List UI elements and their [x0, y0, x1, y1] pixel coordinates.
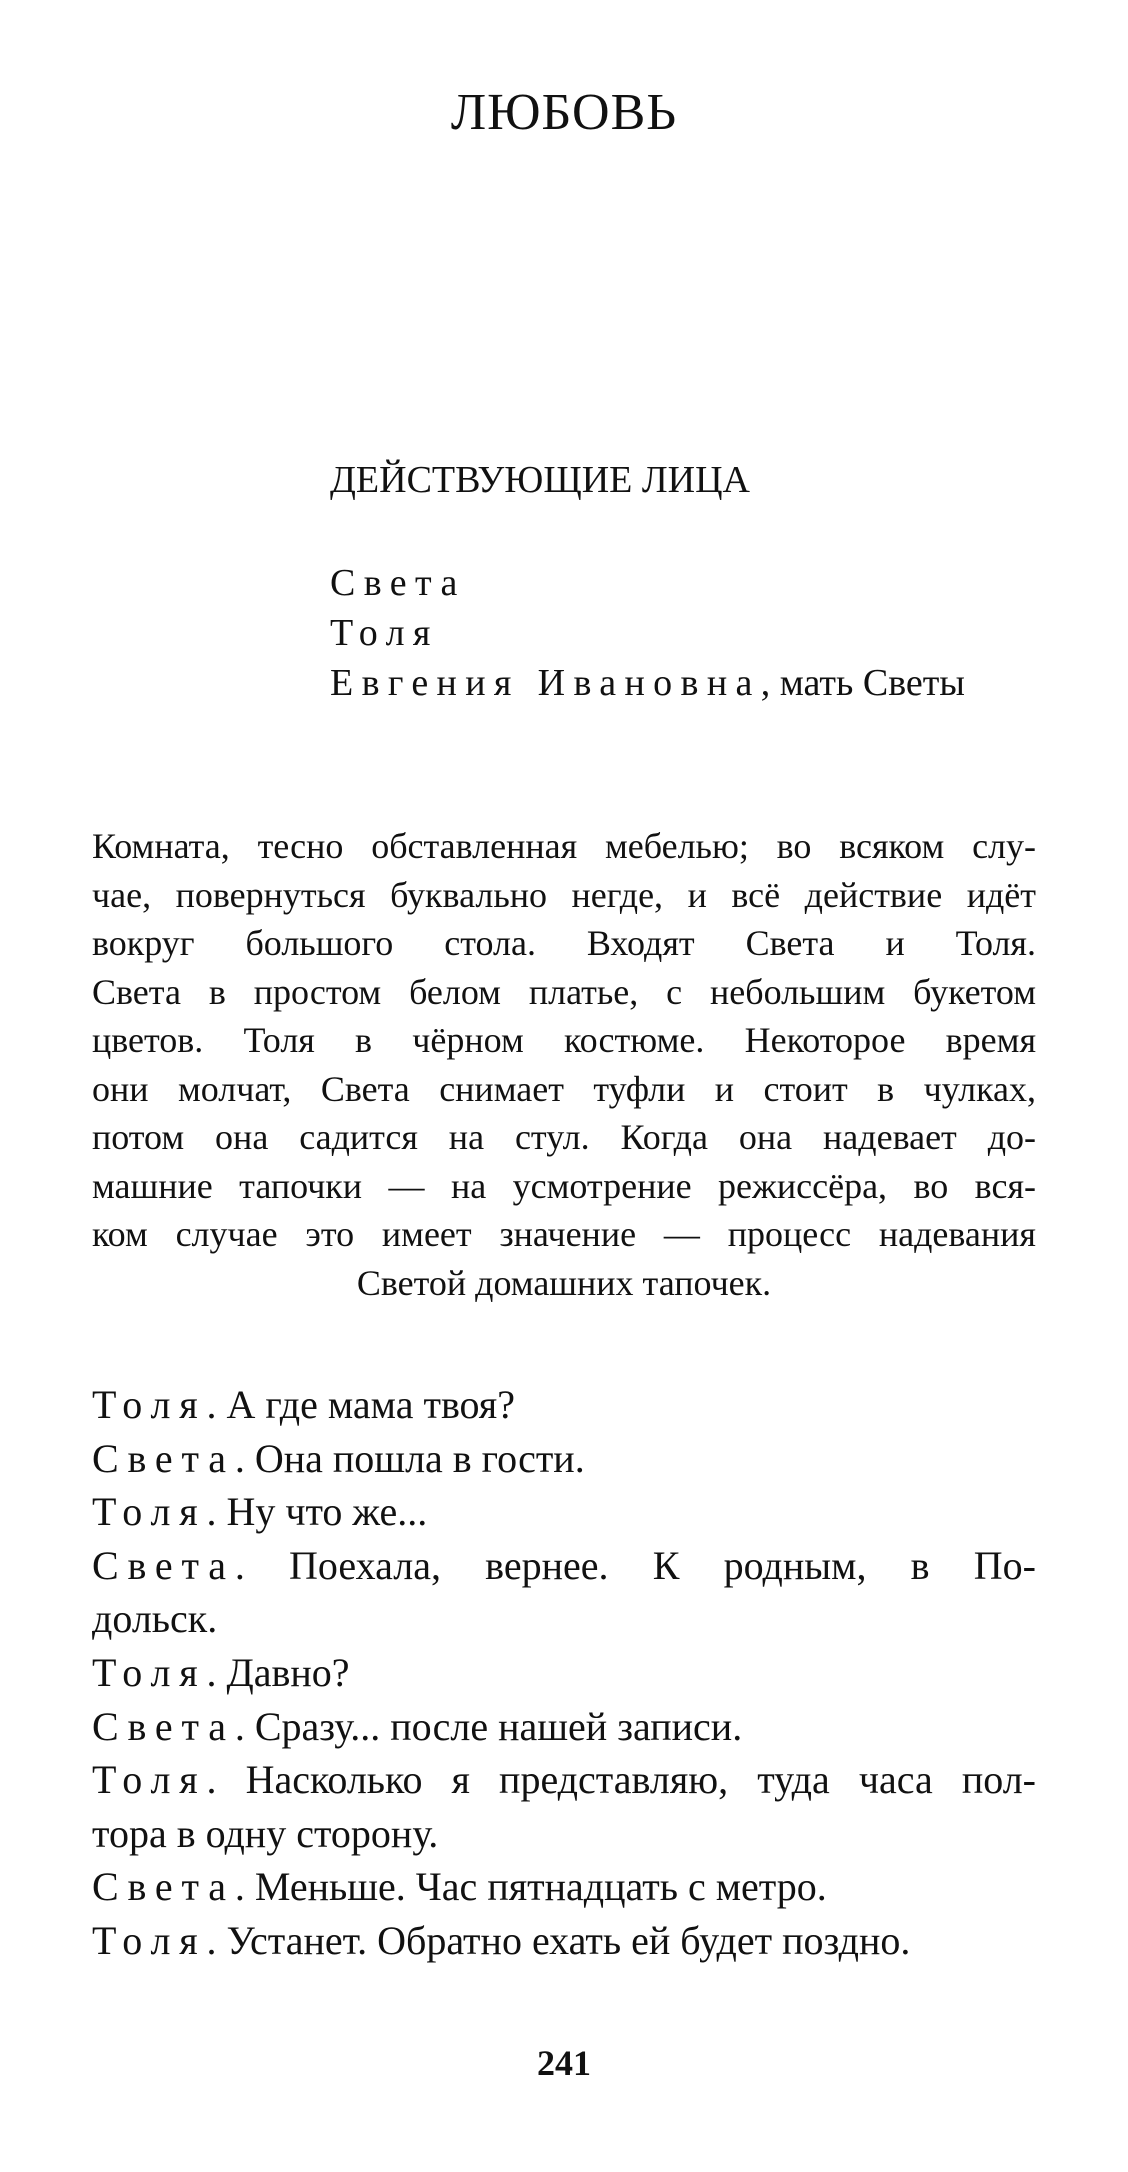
stage-line: потом она садится на стул. Когда она надевает до- — [92, 1117, 1036, 1157]
cast-item — [330, 658, 965, 708]
dialogue-text: . Меньше. Час пятнадцать с метро. — [234, 1864, 827, 1910]
dialogue-line — [92, 1860, 1036, 1914]
stage-line: цветов. Толя в чёрном костюме. Некоторое время — [92, 1020, 1036, 1060]
dialogue-line — [92, 1646, 1036, 1700]
speaker-name: Света — [92, 1703, 235, 1749]
dialogue-line — [92, 1753, 1036, 1807]
speaker-name: Толя — [92, 1649, 207, 1695]
dialogue-text: дольск. — [92, 1596, 218, 1642]
cast-item — [330, 558, 965, 608]
dialogue-text: . А где мама твоя? — [206, 1382, 515, 1427]
stage-line: Комната, тесно обставленная мебелью; во всяком слу- — [92, 826, 1036, 866]
dialogue-text: . Она пошла в гости. — [234, 1435, 585, 1481]
stage-line: чае, повернуться буквально негде, и всё действие идёт — [92, 874, 1036, 915]
dialogue — [92, 1378, 1036, 1968]
speaker-name: Света — [92, 1542, 235, 1588]
cast-heading: ДЕЙСТВУЮЩИЕ ЛИЦА — [330, 459, 750, 501]
stage-line: вокруг большого стола. Входят Света и Толя. — [92, 923, 1036, 963]
dialogue-line — [92, 1700, 1036, 1754]
dialogue-line — [92, 1432, 1036, 1486]
speaker-name: Толя — [92, 1489, 207, 1535]
speaker-name: Света — [92, 1864, 235, 1910]
stage-direction — [92, 822, 1036, 1307]
dialogue-text: . Давно? — [206, 1649, 350, 1695]
stage-line: ком случае это имеет значение — процесс надевания — [92, 1214, 1036, 1254]
dialogue-line — [92, 1539, 1036, 1593]
cast-item — [330, 608, 965, 658]
character-name: Евгения Ивановна — [330, 662, 761, 704]
page-number: 241 — [537, 2043, 591, 2083]
speaker-name: Толя — [92, 1917, 207, 1963]
stage-line: они молчат, Света снимает туфли и стоит в чулках, — [92, 1068, 1036, 1109]
play-title: ЛЮБОВЬ — [450, 84, 678, 141]
character-name: Света — [330, 562, 466, 604]
dialogue-line — [92, 1914, 1036, 1968]
dialogue-text: . Поехала, вернее. К родным, в По- — [234, 1542, 1036, 1588]
dialogue-text: тора в одну сторону. — [92, 1810, 439, 1856]
dialogue-text: . Устанет. Обратно ехать ей будет поздно. — [206, 1917, 911, 1963]
stage-line: Светой домашних тапочек. — [356, 1262, 772, 1303]
speaker-name: Света — [92, 1435, 235, 1481]
dialogue-text: . Насколько я представляю, туда часа пол- — [206, 1757, 1036, 1803]
dialogue-text: . Сразу... после нашей записи. — [234, 1703, 743, 1749]
dialogue-line — [92, 1592, 1036, 1646]
stage-line: Света в простом белом платье, с небольшим букетом — [92, 971, 1036, 1012]
character-note: , мать Светы — [760, 662, 965, 704]
dialogue-line — [92, 1807, 1036, 1861]
dialogue-line — [92, 1485, 1036, 1539]
speaker-name: Толя — [92, 1757, 207, 1803]
character-name: Толя — [330, 612, 439, 654]
dialogue-line — [92, 1378, 1036, 1432]
dialogue-text: . Ну что же... — [206, 1489, 428, 1535]
cast-list — [330, 558, 965, 708]
speaker-name: Толя — [92, 1382, 207, 1427]
stage-line: машние тапочки — на усмотрение режиссёра, во вся- — [92, 1165, 1036, 1206]
